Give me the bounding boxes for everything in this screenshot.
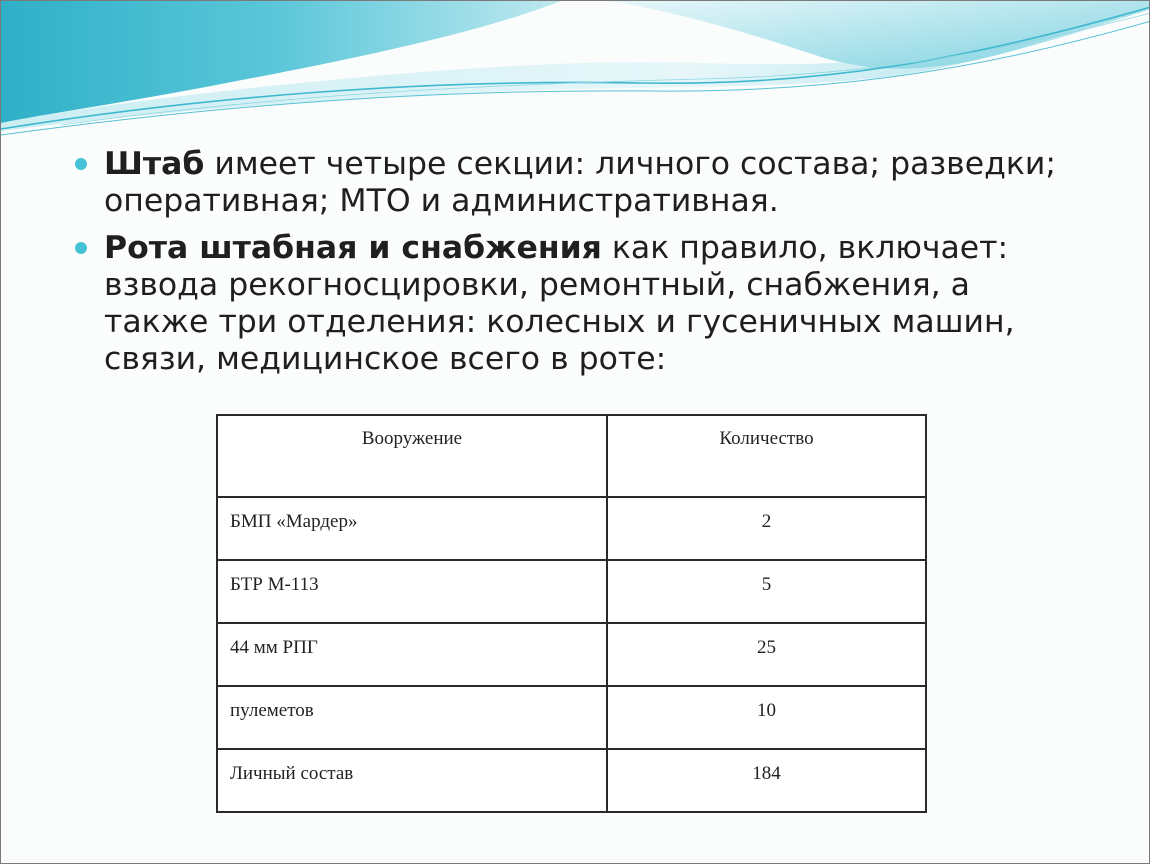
column-header-quantity: Количество: [607, 415, 926, 497]
bullet-company: [75, 230, 1075, 378]
cell-quantity: 5: [607, 560, 926, 623]
wave-right: [611, 1, 1150, 69]
bullet-dot-icon: [75, 158, 87, 170]
table-row: [217, 749, 926, 812]
cell-quantity: 2: [607, 497, 926, 560]
weapons-table: [216, 414, 927, 813]
decorative-waves: [1, 1, 1150, 141]
bullet-text: имеет четыре секции: личного состава; разведки; оперативная; МТО и административная.: [104, 146, 1056, 219]
table-row: [217, 560, 926, 623]
cell-quantity: 10: [607, 686, 926, 749]
cell-quantity: 184: [607, 749, 926, 812]
cell-quantity: 25: [607, 623, 926, 686]
bullet-hq: [75, 146, 1075, 220]
table-row: [217, 686, 926, 749]
cell-weapon: БМП «Мардер»: [217, 497, 607, 560]
table-header-row: [217, 415, 926, 497]
bullet-list: [75, 146, 1075, 378]
bullet-text: как правило, включает: взвода рекогносцировки, ремонтный, снабжения, а также три отделения: колесных и гусеничных машин, связи, медицинское всего в роте:: [104, 230, 1015, 377]
column-header-weapon: Вооружение: [217, 415, 607, 497]
cell-weapon: пулеметов: [217, 686, 607, 749]
cell-weapon: 44 мм РПГ: [217, 623, 607, 686]
table-row: [217, 623, 926, 686]
bullet-lead: Штаб: [104, 146, 205, 182]
cell-weapon: Личный состав: [217, 749, 607, 812]
bullet-lead: Рота штабная и снабжения: [104, 230, 602, 266]
table-row: [217, 497, 926, 560]
cell-weapon: БТР М-113: [217, 560, 607, 623]
bullet-dot-icon: [75, 242, 87, 254]
